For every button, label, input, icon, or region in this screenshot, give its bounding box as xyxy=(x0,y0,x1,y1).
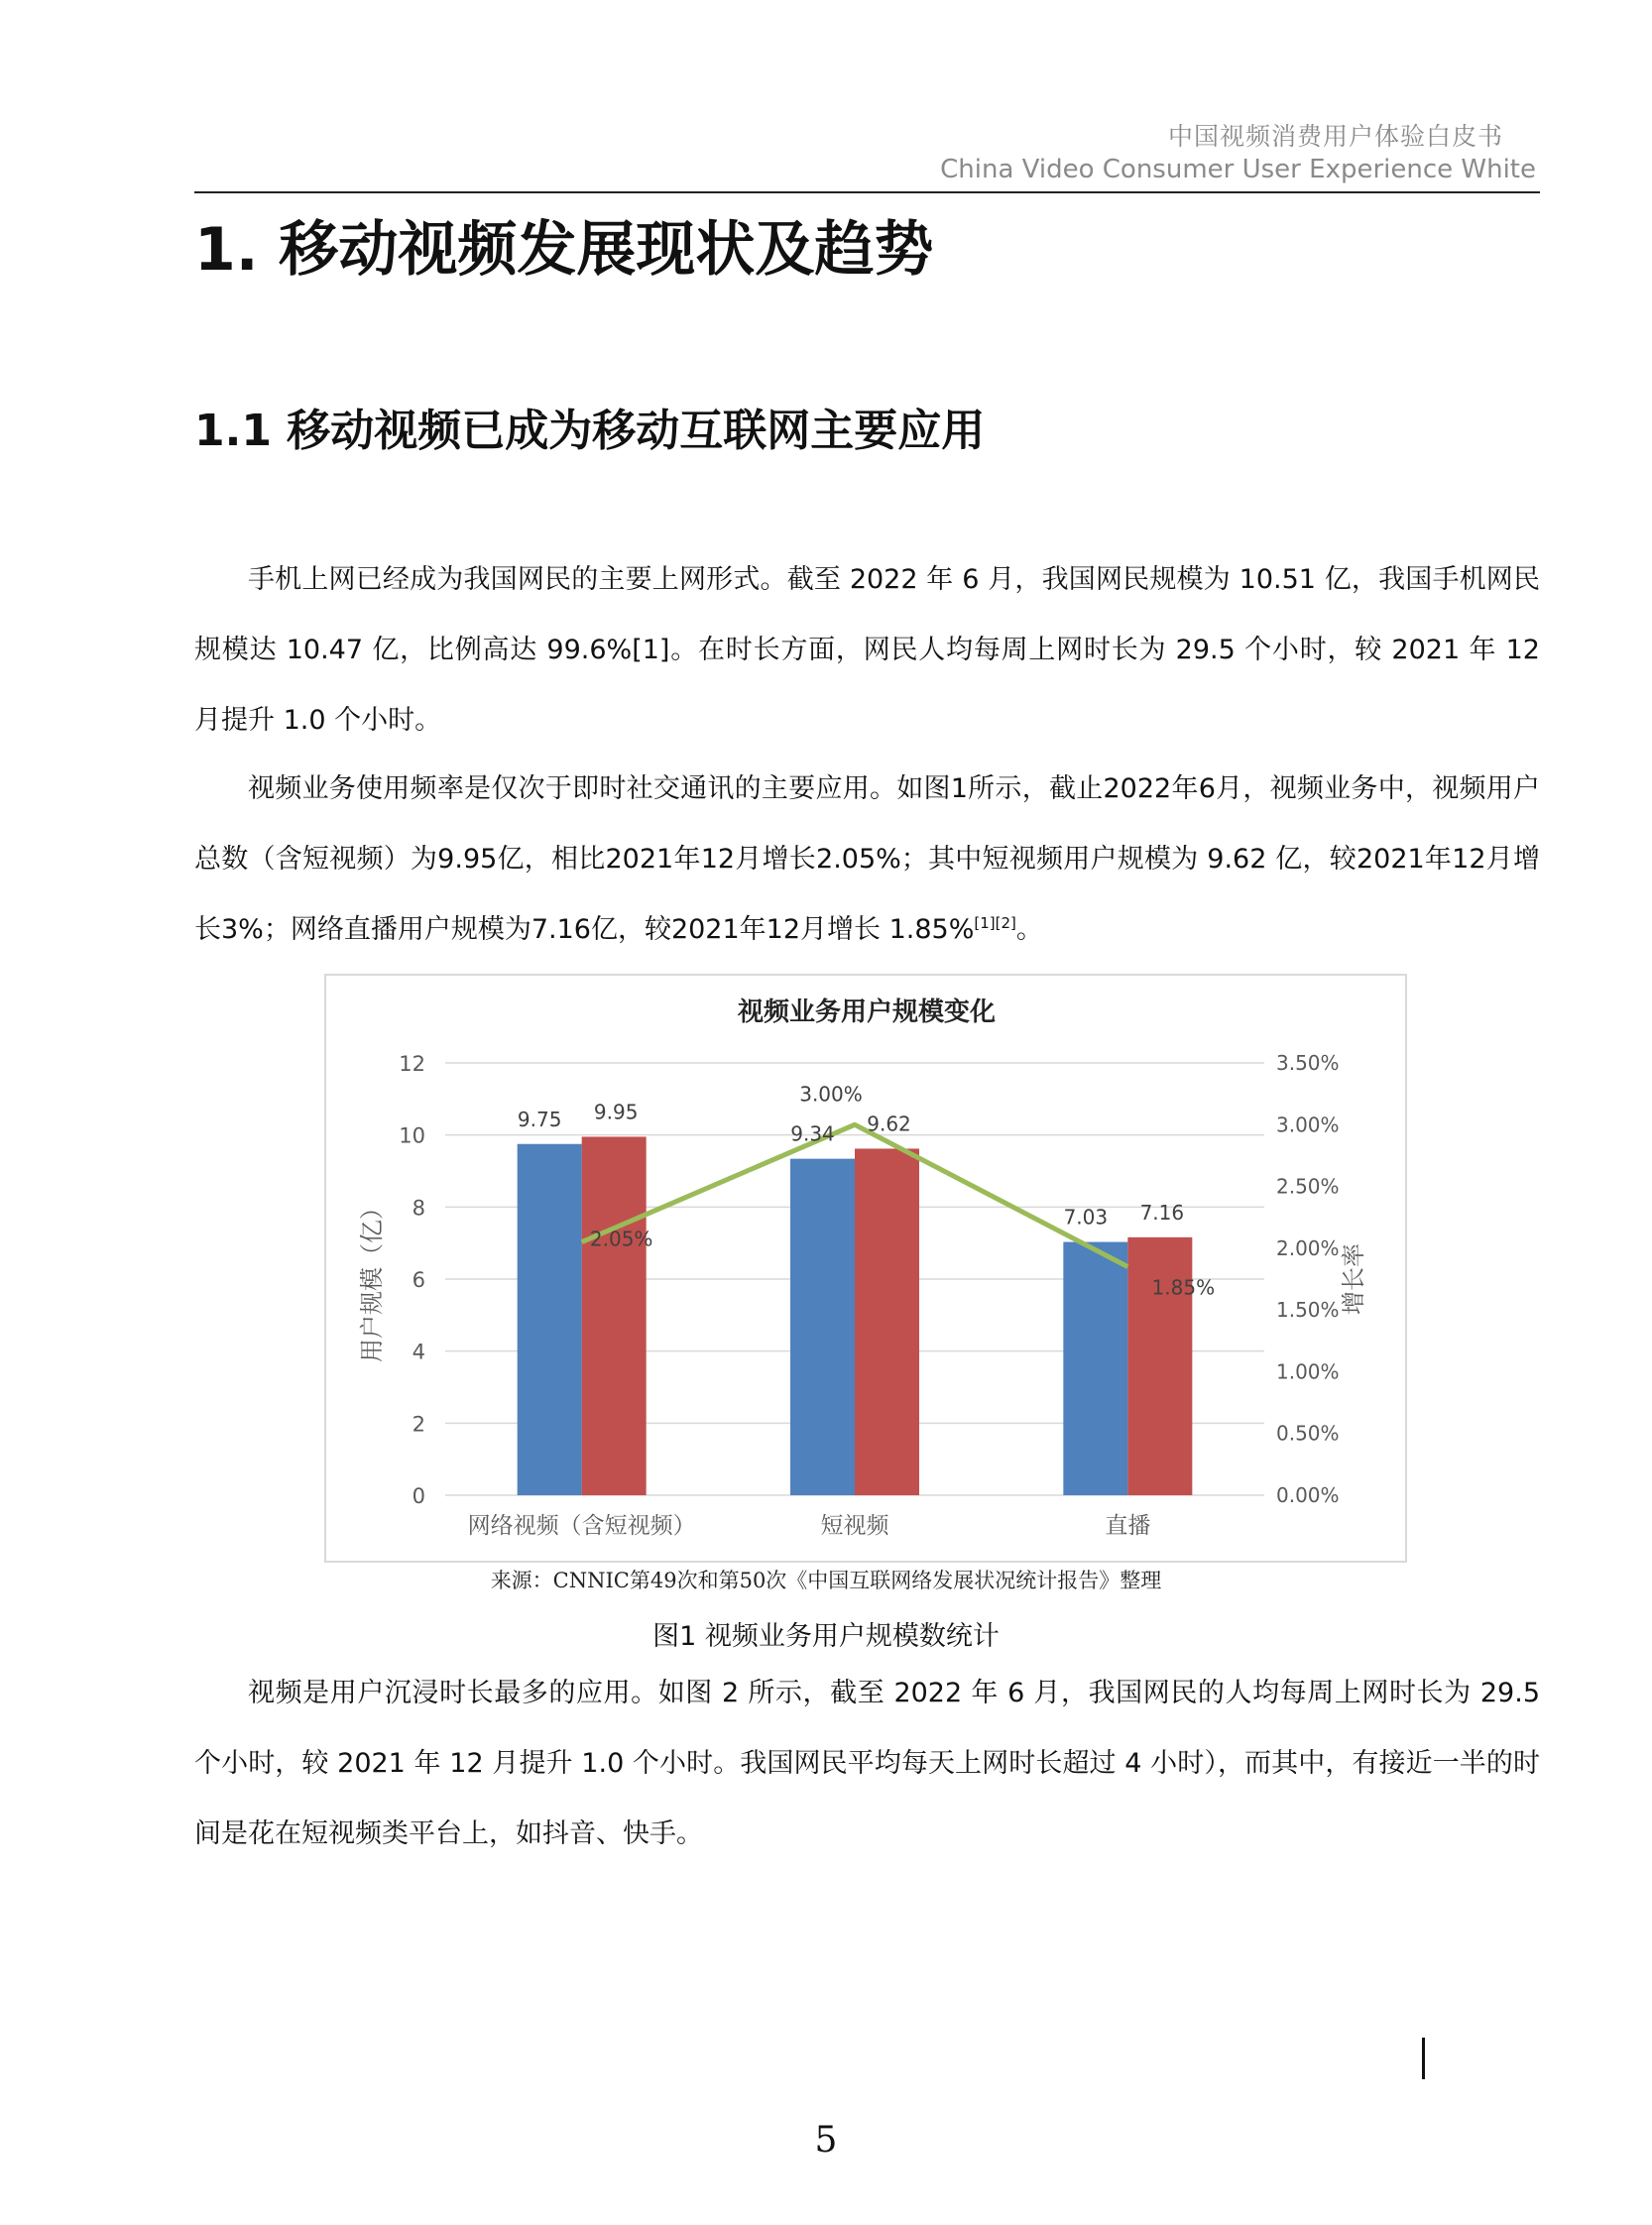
y2-tick-label: 1.50% xyxy=(1276,1298,1340,1323)
y-axis-title: 用户规模（亿） xyxy=(358,1196,386,1362)
bar-dec-2021 xyxy=(1063,1242,1127,1495)
bar-data-label: 9.95 xyxy=(593,1100,639,1124)
bar-data-label: 7.03 xyxy=(1063,1205,1109,1230)
y2-axis-title: 增长率 xyxy=(1340,1243,1367,1315)
bar-data-label: 7.16 xyxy=(1139,1200,1185,1225)
bar-data-label: 9.62 xyxy=(867,1112,911,1136)
bar-jun-2022 xyxy=(582,1136,647,1495)
y2-tick-label: 2.50% xyxy=(1276,1174,1340,1199)
y-tick-label: 2 xyxy=(412,1412,425,1437)
x-tick-label: 直播 xyxy=(1105,1513,1151,1539)
paragraph-3: 视频是用户沉浸时长最多的应用。如图 2 所示，截至 2022 年 6 月，我国网民的人均每周上网时长为 29.5 个小时，较 2021 年 12 月提升 1.0 个小时。我国网民平均每天上网时长超过 4 小时），而其中，有接近一半的时间是花在短视频类平台上，如抖音、快手。 xyxy=(194,1678,1540,1849)
paragraph-2-citation: [1][2] xyxy=(974,914,1016,932)
growth-rate-label: 2.05% xyxy=(589,1227,653,1251)
chart-frame xyxy=(324,974,1407,1563)
y-tick-label: 12 xyxy=(399,1052,425,1076)
figure-source: 来源：CNNIC第49次和第50次《中国互联网络发展状况统计报告》整理 xyxy=(490,1569,1162,1592)
y2-tick-label: 0.50% xyxy=(1276,1421,1340,1446)
y-tick-label: 4 xyxy=(412,1340,425,1364)
y2-tick-label: 2.00% xyxy=(1276,1235,1340,1260)
margin-bar xyxy=(1422,2038,1425,2079)
figure-caption: 图1 视频业务用户规模数统计 xyxy=(652,1621,1000,1652)
user-scale-chart xyxy=(326,976,1405,1561)
y2-tick-label: 0.00% xyxy=(1276,1483,1340,1507)
page-number: 5 xyxy=(814,2120,838,2161)
y-tick-label: 10 xyxy=(399,1123,425,1148)
growth-rate-label: 1.85% xyxy=(1151,1275,1216,1300)
header-title-en: China Video Consumer User Experience White xyxy=(940,155,1536,184)
growth-rate-label: 3.00% xyxy=(799,1082,863,1107)
y-tick-label: 6 xyxy=(412,1268,425,1292)
y2-tick-label: 3.50% xyxy=(1276,1051,1340,1075)
y2-tick-label: 3.00% xyxy=(1276,1112,1340,1137)
x-tick-label: 网络视频（含短视频） xyxy=(467,1513,696,1539)
y-tick-label: 0 xyxy=(412,1484,425,1508)
header-divider xyxy=(194,191,1540,193)
paragraph-2-text: 视频业务使用频率是仅次于即时社交通讯的主要应用。如图1所示，截止2022年6月，视频业务中，视频用户总数（含短视频）为9.95亿，相比2021年12月增长2.05%；其中短视频用户规模为 9.62 亿，较2021年12月增长3%；网络直播用户规模为7.16亿，较2021年12月增长 1.85% xyxy=(194,773,1540,945)
paragraph-2-end: 。 xyxy=(1015,914,1043,945)
bar-data-label: 9.34 xyxy=(790,1121,835,1146)
bar-data-label: 9.75 xyxy=(517,1107,562,1131)
header-title-cn: 中国视频消费用户体验白皮书 xyxy=(1167,122,1503,151)
chart-title: 视频业务用户规模变化 xyxy=(737,997,997,1027)
bar-dec-2021 xyxy=(790,1159,855,1495)
section-heading: 1. 移动视频发展现状及趋势 xyxy=(194,215,934,285)
y2-tick-label: 1.00% xyxy=(1276,1359,1340,1384)
paragraph-1: 手机上网已经成为我国网民的主要上网形式。截至 2022 年 6 月，我国网民规模为 10.51 亿，我国手机网民规模达 10.47 亿，比例高达 99.6%[1]。在时长方面，网民人均每周上网时长为 29.5 个小时，较 2021 年 12 月提升 1.0 个小时。 xyxy=(194,564,1540,736)
y-tick-label: 8 xyxy=(412,1196,425,1221)
bar-jun-2022 xyxy=(855,1148,919,1495)
bar-dec-2021 xyxy=(518,1144,582,1495)
paragraph-2 xyxy=(194,754,1540,965)
x-tick-label: 短视频 xyxy=(820,1513,889,1539)
section-subheading: 1.1 移动视频已成为移动互联网主要应用 xyxy=(194,406,986,456)
